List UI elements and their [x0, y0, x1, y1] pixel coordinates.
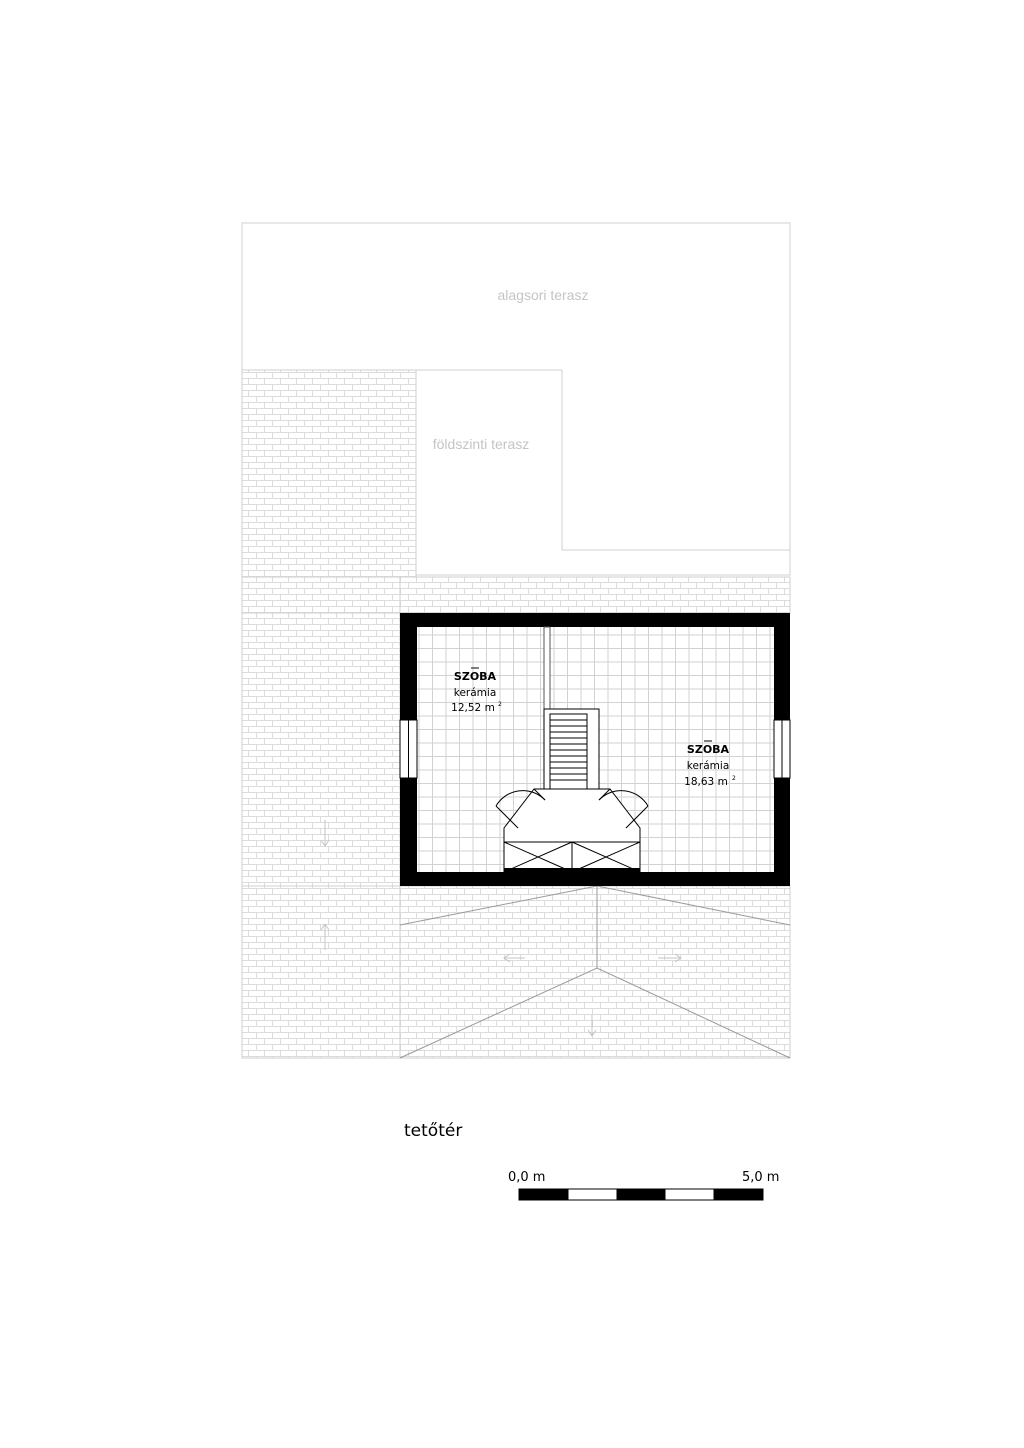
room-material: kerámia: [686, 760, 730, 772]
attic-room: [400, 613, 790, 886]
room-area: 18,63 m: [684, 776, 728, 788]
scale-start-label: 0,0 m: [508, 1170, 546, 1185]
scale-segment: [617, 1189, 665, 1200]
room-area: 12,52 m: [451, 702, 495, 714]
scale-segment: [665, 1189, 714, 1200]
basement-terrace-label: alagsori terasz: [497, 287, 589, 303]
scale-segment: [568, 1189, 617, 1200]
room-material: kerámia: [453, 687, 497, 699]
room-name: SZOBA: [686, 743, 730, 756]
ground-terrace-label: földszinti terasz: [432, 436, 530, 452]
room-area-unit-sup: 2: [732, 775, 736, 782]
scale-end-label: 5,0 m: [742, 1170, 780, 1185]
window-icon: [400, 720, 417, 778]
ground-terrace: [400, 370, 790, 578]
scale-bar: [508, 1170, 779, 1200]
drawing-title: tetőtér: [404, 1121, 463, 1141]
stair-icon: [544, 709, 599, 789]
scale-segment: [519, 1189, 568, 1200]
chimney-icon: [504, 789, 640, 872]
roof-top-strip: [400, 577, 790, 613]
window-icon: [774, 720, 790, 778]
room-area-unit-sup: 2: [498, 701, 502, 708]
roof-bottom: [400, 886, 790, 1058]
room-left: [451, 668, 502, 714]
roof-left: [242, 370, 416, 1058]
room-name: SZOBA: [453, 670, 497, 683]
scale-segment: [714, 1189, 763, 1200]
